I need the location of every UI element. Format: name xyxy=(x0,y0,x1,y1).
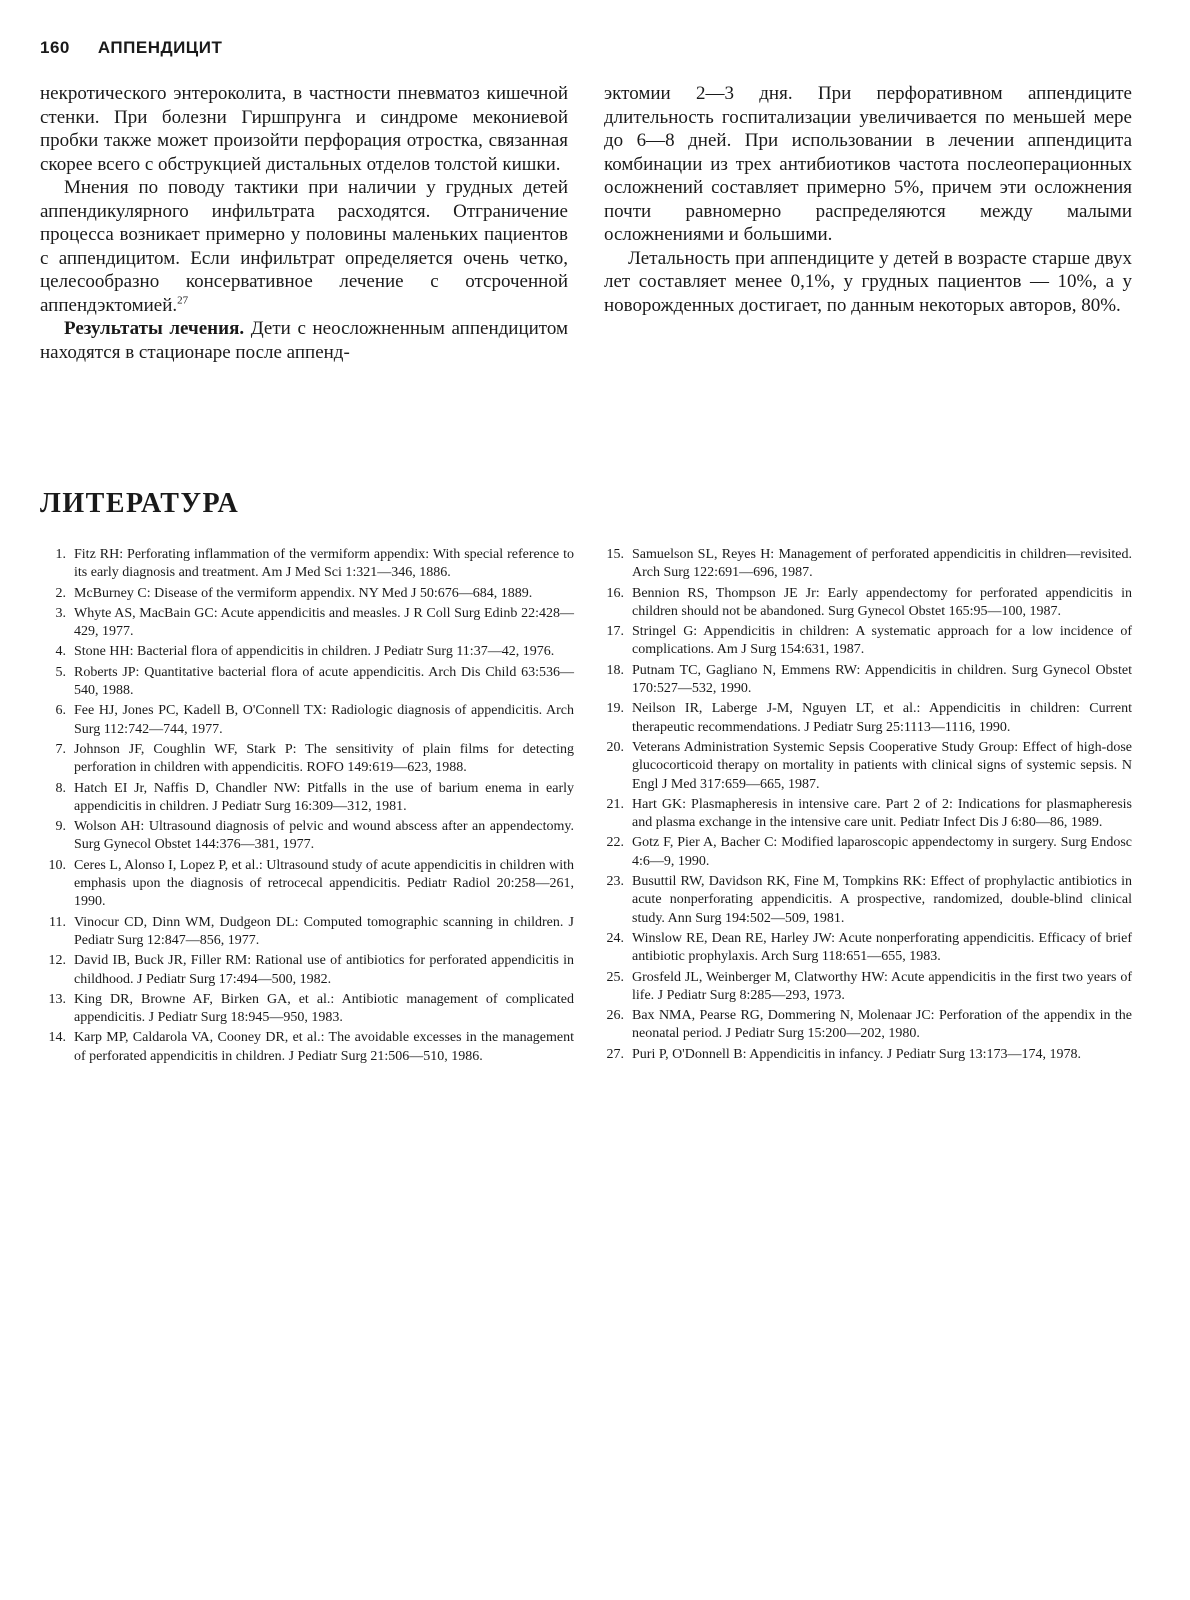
reference-item xyxy=(598,796,1132,833)
reference-item xyxy=(598,585,1132,622)
paragraph xyxy=(604,247,1132,318)
page-number: 160 xyxy=(40,38,70,57)
reference-item xyxy=(40,991,574,1028)
reference-text: Johnson JF, Coughlin WF, Stark P: The sensitivity of plain films for detecting perforation in children with appendicitis. ROFO 149:619—623, 1988. xyxy=(74,741,574,776)
reference-item xyxy=(598,1046,1132,1064)
reference-text: Ceres L, Alonso I, Lopez P, et al.: Ultrasound study of acute appendicitis in children with emphasis upon the diagnosis of retrocecal appendicitis. Pediatr Radiol 20:258—261, 1990. xyxy=(74,857,574,910)
references-column-left xyxy=(40,546,574,1068)
reference-text: Roberts JP: Quantitative bacterial flora of acute appendicitis. Arch Dis Child 63:536—540, 1988. xyxy=(74,664,574,699)
reference-text: Grosfeld JL, Weinberger M, Clatworthy HW: Acute appendicitis in the first two years of life. J Pediatr Surg 8:285—293, 1973. xyxy=(632,969,1132,1003)
references xyxy=(40,546,1132,1068)
reference-number: 2. xyxy=(55,585,66,601)
paragraph xyxy=(40,82,568,176)
reference-number: 27. xyxy=(606,1046,624,1062)
reference-item xyxy=(598,930,1132,967)
reference-item xyxy=(40,741,574,778)
reference-text: Puri P, O'Donnell B: Appendicitis in infancy. J Pediatr Surg 13:173—174, 1978. xyxy=(632,1046,1081,1062)
reference-number: 20. xyxy=(606,739,624,755)
reference-text: David IB, Buck JR, Filler RM: Rational use of antibiotics for perforated appendicitis in childhood. J Pediatr Surg 17:494—500, 1982. xyxy=(74,953,574,987)
reference-item xyxy=(40,546,574,583)
reference-number: 12. xyxy=(48,953,66,969)
reference-number: 19. xyxy=(606,701,624,717)
reference-number: 11. xyxy=(49,914,66,930)
body-column-right xyxy=(604,82,1132,364)
reference-item xyxy=(40,643,574,661)
paragraph xyxy=(40,317,568,364)
reference-number: 17. xyxy=(606,624,624,640)
reference-text: Wolson AH: Ultrasound diagnosis of pelvic and wound abscess after an appendectomy. Surg Gynecol Obstet 144:376—381, 1977. xyxy=(74,819,574,853)
reference-item xyxy=(598,662,1132,699)
reference-item xyxy=(40,780,574,817)
reference-item xyxy=(598,546,1132,583)
reference-number: 26. xyxy=(606,1008,624,1024)
reference-number: 18. xyxy=(606,662,624,678)
references-title: ЛИТЕРАТУРА xyxy=(40,488,240,519)
reference-text: Gotz F, Pier A, Bacher C: Modified laparoscopic appendectomy in surgery. Surg Endosc 4:6—9, 1990. xyxy=(632,835,1132,869)
footnote-ref: 27 xyxy=(177,294,189,307)
reference-item xyxy=(598,873,1132,928)
reference-text: Bax NMA, Pearse RG, Dommering N, Molenaar JC: Perforation of the appendix in the neonatal period. J Pediatr Surg 15:200—202, 1980. xyxy=(632,1008,1132,1042)
reference-item xyxy=(40,585,574,603)
reference-number: 13. xyxy=(48,991,66,1007)
reference-text: King DR, Browne AF, Birken GA, et al.: Antibiotic management of complicated appendicitis. J Pediatr Surg 18:945—950, 1983. xyxy=(74,991,574,1026)
reference-item xyxy=(40,818,574,855)
reference-number: 22. xyxy=(606,835,624,851)
body-text xyxy=(40,82,1132,364)
reference-number: 24. xyxy=(606,930,624,946)
paragraph xyxy=(40,176,568,317)
reference-text: Putnam TC, Gagliano N, Emmens RW: Appendicitis in children. Surg Gynecol Obstet 170:527—532, 1990. xyxy=(632,662,1132,697)
reference-text: Stringel G: Appendicitis in children: A systematic approach for a low incidence of complications. Am J Surg 154:631, 1987. xyxy=(632,624,1132,658)
reference-text: Fee HJ, Jones PC, Kadell B, O'Connell TX: Radiologic diagnosis of appendicitis. Arch Surg 112:742—744, 1977. xyxy=(74,703,574,737)
reference-number: 8. xyxy=(55,780,66,796)
body-column-left xyxy=(40,82,568,364)
reference-text: Stone HH: Bacterial flora of appendicitis in children. J Pediatr Surg 11:37—42, 1976. xyxy=(74,644,555,660)
reference-item xyxy=(40,702,574,739)
reference-item xyxy=(598,834,1132,871)
reference-number: 15. xyxy=(606,547,624,562)
reference-item xyxy=(40,664,574,701)
reference-item xyxy=(40,914,574,951)
reference-item xyxy=(40,952,574,989)
reference-item xyxy=(598,1007,1132,1044)
reference-text: Busuttil RW, Davidson RK, Fine M, Tompkins RK: Effect of prophylactic antibiotics in acute nonperforating appendicitis. A prospective, randomized, double-blind clinical study. Ann Surg 194:502—509, 1981. xyxy=(632,874,1132,926)
reference-text: Fitz RH: Perforating inflammation of the vermiform appendix: With special reference to its early diagnosis and treatment. Am J Med Sci 1:321—346, 1886. xyxy=(74,547,574,581)
paragraph-text: эктомии 2—3 дня. При перфоративном аппендиците длительность госпитализации увеличивается по меньшей мере до 6—8 дней. При использовании в лечении аппендицита комбинации из трех антибиотиков частота послеоперационных осложнений составляет примерно 5%, причем эти осложнения почти равномерно распределяются между малыми осложнениями и большими. xyxy=(604,83,1132,245)
reference-item xyxy=(40,605,574,642)
running-title: АППЕНДИЦИТ xyxy=(97,38,223,57)
reference-number: 14. xyxy=(48,1030,66,1046)
reference-text: Karp MP, Caldarola VA, Cooney DR, et al.: The avoidable excesses in the management of perforated appendicitis in children. J Pediatr Surg 21:506—510, 1986. xyxy=(74,1030,574,1064)
reference-item xyxy=(598,739,1132,794)
paragraph-text: Дети с неосложненным аппендицитом находятся в стационаре после аппенд- xyxy=(40,318,568,363)
reference-number: 7. xyxy=(55,741,66,757)
paragraph-text: Летальность при аппендиците у детей в возрасте старше двух лет составляет менее 0,1%, у грудных пациентов — 10%, а у новорожденных достигает, по данным некоторых авторов, 80%. xyxy=(604,247,1132,316)
reference-text: Winslow RE, Dean RE, Harley JW: Acute nonperforating appendicitis. Efficacy of brief antibiotic prophylaxis. Arch Surg 118:651—655, 1983. xyxy=(632,930,1132,965)
reference-number: 6. xyxy=(55,703,66,719)
reference-item xyxy=(598,623,1132,660)
reference-number: 21. xyxy=(606,796,624,812)
running-head xyxy=(40,38,222,58)
paragraph-text: Мнения по поводу тактики при наличии у грудных детей аппендикулярного инфильтрата расходятся. Отграничение процесса возникает примерно у половины маленьких пациентов с аппендицитом. Если инфильтрат определяется очень четко, целесообразно консервативное лечение с отсроченной аппендэктомией. xyxy=(40,177,568,316)
reference-text: Samuelson SL, Reyes H: Management of perforated appendicitis in children—revisited. Arch Surg 122:691—696, 1987. xyxy=(632,547,1132,581)
reference-number: 5. xyxy=(55,664,66,680)
reference-item xyxy=(40,1029,574,1066)
reference-number: 4. xyxy=(55,644,66,660)
reference-number: 16. xyxy=(606,585,624,601)
reference-text: Hart GK: Plasmapheresis in intensive care. Part 2 of 2: Indications for plasmapheresis and plasma exchange in the intensive care unit. Pediatr Infect Dis J 6:80—86, 1989. xyxy=(632,796,1132,831)
paragraph xyxy=(604,82,1132,247)
reference-item xyxy=(598,700,1132,737)
reference-text: Bennion RS, Thompson JE Jr: Early appendectomy for perforated appendicitis in children should not be abandoned. Surg Gynecol Obstet 165:95—100, 1987. xyxy=(632,585,1132,619)
reference-text: Vinocur CD, Dinn WM, Dudgeon DL: Computed tomographic scanning in children. J Pediatr Surg 12:847—856, 1977. xyxy=(74,914,574,948)
reference-text: Hatch EI Jr, Naffis D, Chandler NW: Pitfalls in the use of barium enema in early appendicitis in children. J Pediatr Surg 16:309—312, 1981. xyxy=(74,780,574,814)
reference-text: Neilson IR, Laberge J-M, Nguyen LT, et al.: Appendicitis in children: Current therapeutic recommendations. J Pediatr Surg 25:1113—1116, 1990. xyxy=(632,701,1132,735)
paragraph-text: некротического энтероколита, в частности пневматоз кишечной стенки. При болезни Гиршпрунга и синдроме мекониевой пробки также может произойти перфорация отростка, связанная скорее всего с обструкцией дистальных отделов толстой кишки. xyxy=(40,83,568,175)
reference-number: 1. xyxy=(55,547,66,562)
reference-number: 9. xyxy=(55,819,66,835)
reference-number: 23. xyxy=(606,874,624,890)
reference-item xyxy=(598,969,1132,1006)
reference-text: McBurney C: Disease of the vermiform appendix. NY Med J 50:676—684, 1889. xyxy=(74,585,533,601)
reference-text: Veterans Administration Systemic Sepsis Cooperative Study Group: Effect of high-dose glucocorticoid therapy on mortality in patients with clinical signs of systemic sepsis. N Engl J Med 317:659—665, 1987. xyxy=(632,739,1132,792)
reference-number: 3. xyxy=(55,605,66,621)
references-column-right xyxy=(598,546,1132,1068)
reference-number: 25. xyxy=(606,969,624,985)
reference-number: 10. xyxy=(48,857,66,873)
runin-heading: Результаты лечения. xyxy=(64,318,245,339)
reference-text: Whyte AS, MacBain GC: Acute appendicitis and measles. J R Coll Surg Edinb 22:428—429, 1977. xyxy=(74,605,574,640)
reference-item xyxy=(40,857,574,912)
